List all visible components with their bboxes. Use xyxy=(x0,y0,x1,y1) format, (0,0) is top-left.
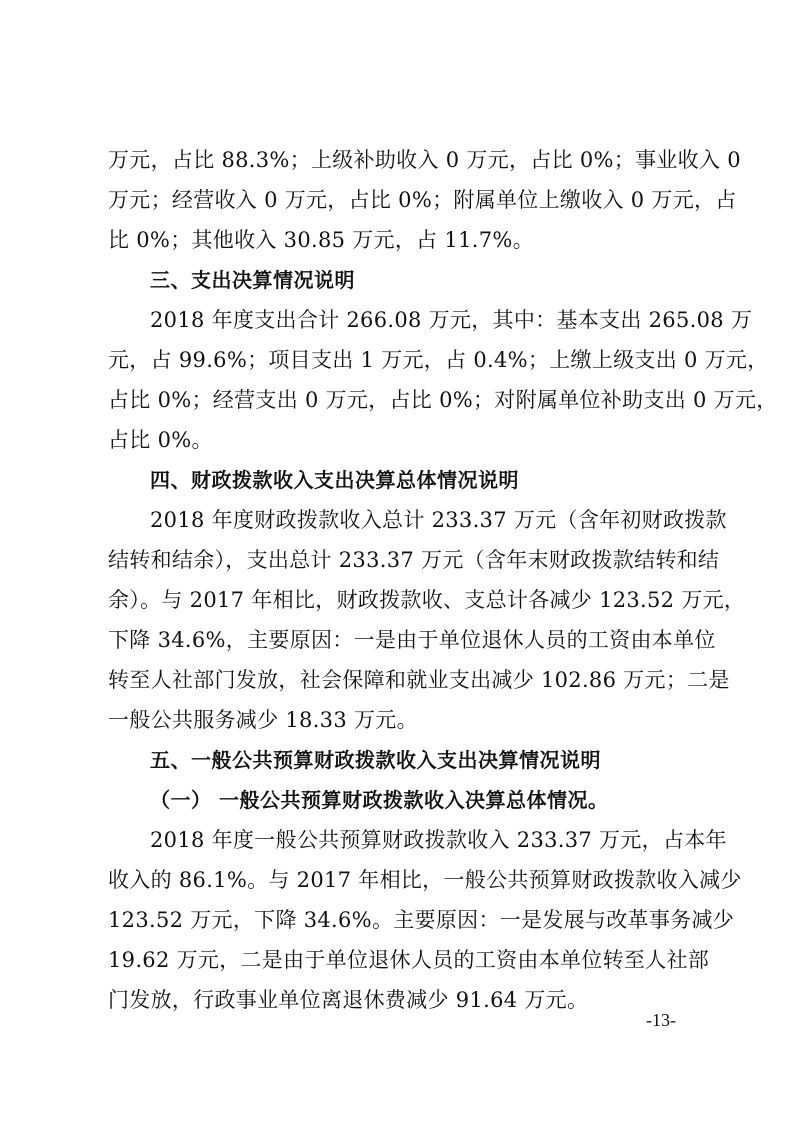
paragraph-line: 19.62 万元，二是由于单位退休人员的工资由本单位转至人社部 xyxy=(108,948,710,972)
paragraph-line: 结转和结余），支出总计 233.37 万元（含年末财政拨款结转和结 xyxy=(108,548,720,572)
section-heading-general-public-budget: 五、一般公共预算财政拨款收入支出决算情况说明 xyxy=(150,748,601,772)
paragraph-line: 123.52 万元，下降 34.6%。主要原因：一是发展与改革事务减少 xyxy=(108,908,735,932)
paragraph-line: 占比 0%；经营支出 0 万元，占比 0%；对附属单位补助支出 0 万元， xyxy=(108,388,778,412)
paragraph-line: 2018 年度财政拨款收入总计 233.37 万元（含年初财政拨款 xyxy=(150,508,727,532)
paragraph-line: 元，占 99.6%；项目支出 1 万元，占 0.4%；上缴上级支出 0 万元， xyxy=(108,348,769,372)
paragraph-line: 万元，占比 88.3%；上级补助收入 0 万元，占比 0%；事业收入 0 xyxy=(108,148,741,172)
paragraph-line: 门发放，行政事业单位离退休费减少 91.64 万元。 xyxy=(108,988,589,1012)
document-body xyxy=(108,140,778,1020)
paragraph-line: 比 0%；其他收入 30.85 万元，占 11.7%。 xyxy=(108,228,534,252)
section-heading-expenditure: 三、支出决算情况说明 xyxy=(150,268,355,292)
paragraph-line: 下降 34.6%，主要原因：一是由于单位退休人员的工资由本单位 xyxy=(108,628,716,652)
paragraph-line: 2018 年度一般公共预算财政拨款收入 233.37 万元，占本年 xyxy=(150,828,727,852)
paragraph-line: 余）。与 2017 年相比，财政拨款收、支总计各减少 123.52 万元， xyxy=(108,588,746,612)
paragraph-line: 收入的 86.1%。与 2017 年相比，一般公共预算财政拨款收入减少 xyxy=(108,868,742,892)
paragraph-line: 转至人社部门发放，社会保障和就业支出减少 102.86 万元；二是 xyxy=(108,668,730,692)
section-heading-fiscal-appropriation: 四、财政拨款收入支出决算总体情况说明 xyxy=(150,468,519,492)
paragraph-line: 占比 0%。 xyxy=(108,428,213,452)
paragraph-line: 2018 年度支出合计 266.08 万元，其中：基本支出 265.08 万 xyxy=(150,308,753,332)
subsection-heading: （一） 一般公共预算财政拨款收入决算总体情况。 xyxy=(150,788,609,812)
paragraph-line: 一般公共服务减少 18.33 万元。 xyxy=(108,708,418,732)
paragraph-line: 万元；经营收入 0 万元，占比 0%；附属单位上缴收入 0 万元，占 xyxy=(108,188,737,212)
page-number: -13- xyxy=(646,1010,676,1030)
